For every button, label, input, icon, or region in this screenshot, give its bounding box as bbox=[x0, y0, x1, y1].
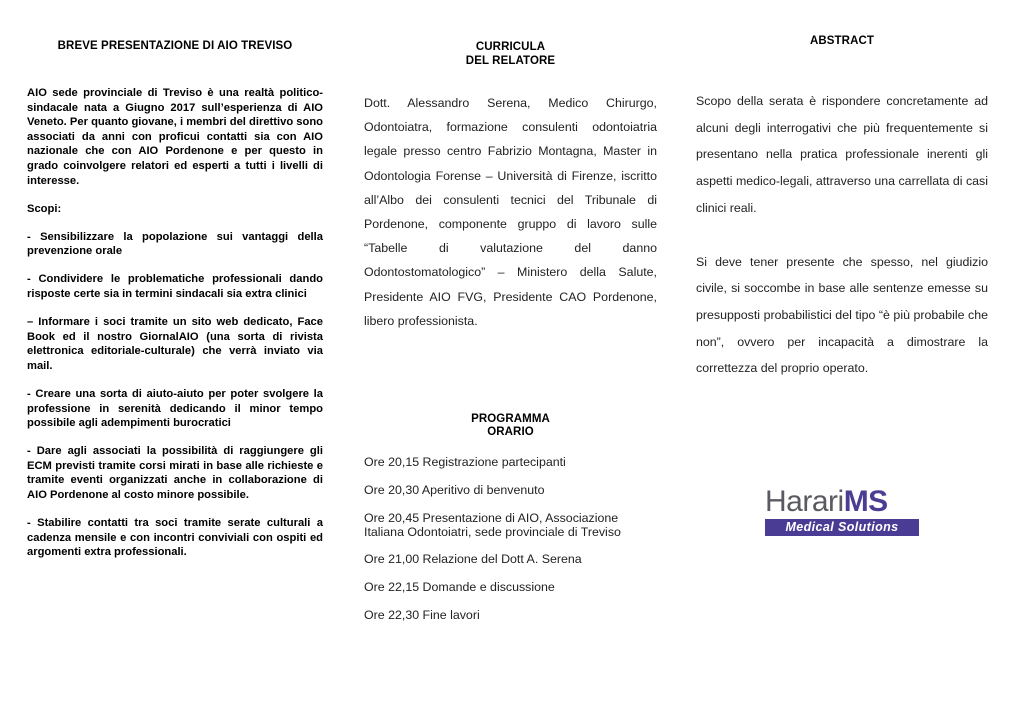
speaker-bio: Dott. Alessandro Serena, Medico Chirurgo, Odontoiatra, formazione consulenti odontoiatria legale presso centro Fabrizio Montagna, Master in Odontologia Forense – Università di Firenze, iscritto all’Albo dei consulenti tecnici del Tribunale di Pordenone, componente gruppo di lavoro sulle “Tabelle di valutazione del danno Odontostomatologico” – Ministero della Salute, Presidente AIO FVG, Presidente CAO Pordenone, libero professionista. bbox=[364, 96, 657, 328]
logo-word-harari: Harari bbox=[765, 485, 844, 518]
intro-paragraph: AIO sede provinciale di Treviso è una realtà politico-sindacale nata a Giugno 2017 sull’esperienza di AIO Veneto. Per quanto giovane, i membri del direttivo sono associati da anni con proficui contatti sia con AIO nazionale che con AIO Pordenone e per questo in grado coinvolgere relatori ed esperti a tutti i livelli di interesse. bbox=[27, 87, 323, 187]
curricula-heading-line1: CURRICULA bbox=[475, 41, 546, 53]
abstract-paragraph: Scopo della serata è rispondere concretamente ad alcuni degli interrogativi che più frequentemente si presentano nella pratica professionale inerenti gli aspetti medico-legali, attraverso una carrellata di casi clinici reali. bbox=[696, 94, 989, 215]
programma-heading bbox=[364, 413, 657, 439]
logo-word-ms: MS bbox=[843, 485, 888, 518]
curricula-heading bbox=[364, 40, 657, 68]
schedule-item: Ore 20,30 Aperitivo di benvenuto bbox=[364, 483, 545, 497]
schedule-item: Ore 22,30 Fine lavori bbox=[364, 608, 480, 622]
programma-heading-line2: ORARIO bbox=[487, 426, 534, 438]
goal-item: - Condividere le problematiche professionali dando risposte certe sia in termini sindacali sia extra clinici bbox=[27, 273, 323, 301]
abstract-heading: ABSTRACT bbox=[809, 35, 875, 47]
harari-ms-logo bbox=[765, 487, 920, 543]
logo-wordmark bbox=[765, 487, 888, 517]
goal-item: - Sensibilizzare la popolazione sui vantaggi della prevenzione orale bbox=[27, 230, 323, 258]
logo-tagline: Medical Solutions bbox=[765, 519, 919, 536]
schedule-item: Ore 22,15 Domande e discussione bbox=[364, 580, 555, 594]
presentation-body bbox=[27, 86, 323, 573]
programma-heading-line1: PROGRAMMA bbox=[471, 413, 550, 425]
presentation-heading: BREVE PRESENTAZIONE DI AIO TREVISO bbox=[57, 40, 293, 52]
schedule-item: Ore 20,15 Registrazione partecipanti bbox=[364, 455, 566, 469]
goal-item: – Informare i soci tramite un sito web dedicato, Face Book ed il nostro GiornalAIO (una sorta di rivista elettronica editoriale-culturale) che verrà inviato via mail. bbox=[27, 316, 323, 372]
scopi-label: Scopi: bbox=[27, 202, 62, 215]
goal-item: - Dare agli associati la possibilità di raggiungere gli ECM previsti tramite corsi mirati in base alle richieste e tramite eventi organizzati anche in collaborazione di AIO Pordenone al costo minore possibile. bbox=[27, 445, 323, 502]
curricula-heading-line2: DEL RELATORE bbox=[465, 55, 556, 67]
abstract-paragraph: Si deve tener presente che spesso, nel giudizio civile, si soccombe in base alle sentenze emesse su presupposti probabilistici del tipo “è più probabile che non”, ovvero per incapacità a dimostrare la correttezza del proprio operato. bbox=[696, 254, 988, 376]
abstract-body bbox=[696, 88, 988, 409]
goal-item: - Stabilire contatti tra soci tramite serate culturali a cadenza mensile e con incontri conviviali con ospiti ed argomenti extra professionali. bbox=[27, 517, 323, 559]
schedule-item: Ore 20,45 Presentazione di AIO, Associazione Italiana Odontoiatri, sede provinciale di Treviso bbox=[364, 511, 621, 539]
schedule-item: Ore 21,00 Relazione del Dott A. Serena bbox=[364, 552, 582, 566]
goal-item: - Creare una sorta di aiuto-aiuto per poter svolgere la professione in serenità dedicando il minor tempo possibile agli adempimenti burocratici bbox=[27, 388, 323, 430]
